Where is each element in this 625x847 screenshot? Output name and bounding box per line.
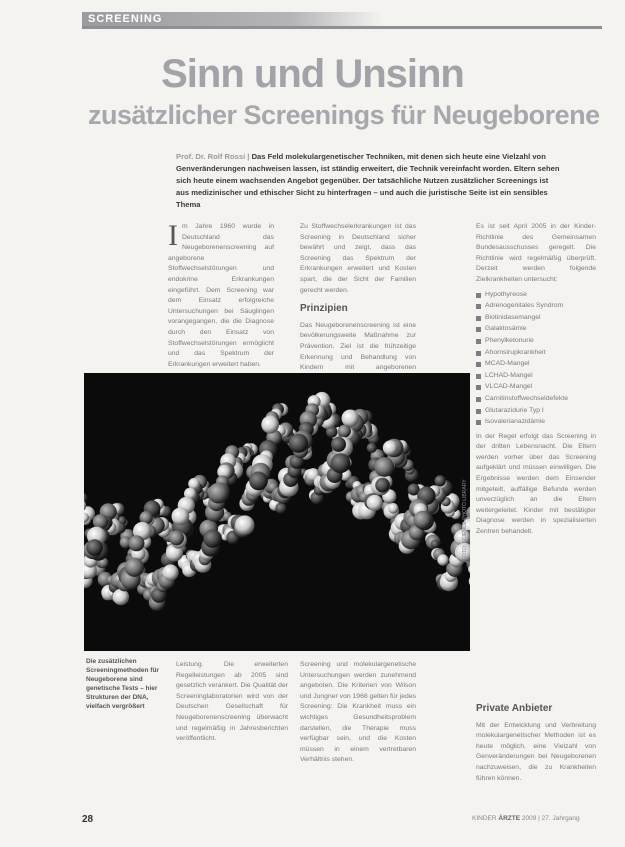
col3-heading: Private Anbieter <box>476 703 553 714</box>
col2-paragraph-2: Das Neugeborenenscreening ist eine bevölkerungsweite Maßnahme zur Prävention. Ziel ist die frühzeitige Erkennung und Behandlung von Kindern mit angeborenen <box>300 321 416 372</box>
dna-atom-sphere <box>469 575 470 588</box>
photo-caption: Die zusätzlichen Screeningmethoden für Neugeborene sind genetische Tests – hier Strukturen der DNA, vielfach vergrößert <box>86 658 159 710</box>
lead-text: Das Feld molekulargenetischer Techniken, mit denen sich heute eine Vielzahl von Genveränderungen nachweisen lassen, ist ständig erweitert, die Technik vereinfacht worden. Eltern sehen sich heute einem wachsenden Angebot gegenüber. Der tatsächliche Nutzen zusätzlicher Screenings ist aus medizinischer und ethischer Sicht zu hinterfragen – und auch die juristische Seite ist ein sensibles Thema <box>176 152 560 209</box>
article-lead <box>176 151 562 211</box>
dna-atom-sphere <box>383 440 398 455</box>
column-1-bottom <box>176 660 288 749</box>
list-item: Glutarazidurie Typ I <box>476 406 596 417</box>
footer-magazine-info <box>472 815 580 822</box>
dna-atom-sphere <box>289 434 308 453</box>
dropcap: I <box>168 219 178 252</box>
dna-atom-sphere <box>129 535 145 551</box>
lead-author: Prof. Dr. Rolf Rossi | <box>176 152 250 161</box>
dna-atom-sphere <box>342 410 360 428</box>
article-subtitle: zusätzlicher Screenings für Neugeborene <box>88 100 600 130</box>
dna-atom-sphere <box>431 540 440 549</box>
dna-atom-sphere <box>338 425 351 438</box>
list-item: Biotinidasemangel <box>476 313 596 324</box>
section-label: SCREENING <box>82 12 382 26</box>
col1-bottom-paragraph: Leistung. Die erweiterten Regelleistungen ab 2005 sind gesetzlich verankert. Die Qualität der Screeninglaboratorien wird von der Deutschen Gesellschaft für Neugeborenenscreening überwacht und regelmäßig in Jahresberichten veröffentlicht. <box>176 661 288 743</box>
col3-paragraph-1: Es ist seit April 2005 in der Kinder-Richtlinie des Gemeinsamen Bundesausschusses geregelt. Die Richtlinie wird regelmäßig überprüft. Derzeit werden folgende Zielkrankheiten untersucht: <box>476 223 596 283</box>
dna-molecule-image <box>84 373 470 651</box>
article-title: Sinn und Unsinn <box>161 52 464 96</box>
dna-atom-sphere <box>172 507 190 525</box>
page-number: 28 <box>82 814 94 825</box>
col2-bottom-paragraph: Screening und molekulargenetische Untersuchungen werden zunehmend angeboten. Die Kriterien von Wilson und Jungner von 1968 gelten für jedes Screening: Die Krankheit muss ein wichtiges Gesundheitsproblem darstellen, die Therapie muss verfügbar sein, und die Kosten müssen in einem vertretbaren Verhältnis stehen. <box>300 661 417 764</box>
list-item: LCHAD-Mangel <box>476 371 596 382</box>
dna-atom-sphere <box>249 472 268 491</box>
dna-atom-sphere <box>208 483 229 504</box>
dna-atom-sphere <box>367 443 377 453</box>
dna-atom-sphere <box>275 503 286 514</box>
dna-atom-sphere <box>113 589 129 605</box>
dna-atom-sphere <box>331 437 346 452</box>
dna-atom-sphere <box>169 531 184 546</box>
list-item: Galaktosämie <box>476 324 596 335</box>
dna-atom-sphere <box>413 511 431 529</box>
target-disease-list <box>476 290 596 428</box>
dna-atom-sphere <box>435 475 446 486</box>
list-item: Adrenogenitales Syndrom <box>476 301 596 312</box>
issue-info: 2009 | 27. Jahrgang <box>521 815 580 822</box>
col1-text: m Jahre 1960 wurde in Deutschland das Neugeborenenscreening auf angeborene Stoffwechselstörungen und endokrine Erkrankungen eingeführt. Dem Screening war dem Einsatz erfolgreiche Untersuchungen bei Säuglingen vorangegangen, die die Diagnose durch den Einsatz von Stoffwechselstörungen ermöglicht und das Spektrum der Erkrankungen erweitert haben. <box>168 223 274 368</box>
dna-atom-sphere <box>367 495 383 511</box>
list-item: Phenylketonurie <box>476 336 596 347</box>
dna-atom-sphere <box>388 503 399 514</box>
column-3 <box>476 222 596 542</box>
list-item: Ahornsirupkrankheit <box>476 348 596 359</box>
col1-paragraph-1 <box>168 219 274 370</box>
dna-atom-sphere <box>375 457 395 477</box>
dna-atom-sphere <box>375 478 390 493</box>
dna-atom-sphere <box>125 558 144 577</box>
dna-atom-sphere <box>235 515 254 534</box>
col2-heading: Prinzipien <box>300 303 348 315</box>
list-item: Carnitinstoffwechseldefekte <box>476 394 596 405</box>
magazine-name: KINDER <box>472 815 497 822</box>
col3-bottom-paragraph: Mit der Entwicklung und Verbreitung molekulargenetischer Methoden ist es heute möglich, eine Vielzahl von Genveränderungen bei Neugeborenen nachzuweisen, die zu Krankheiten führen können. <box>476 721 596 782</box>
dna-atom-sphere <box>203 529 221 547</box>
dna-photo <box>84 373 470 651</box>
list-item: Isovalerianazidämie <box>476 417 596 428</box>
col2-paragraph-1: Zu Stoffwechselerkrankungen ist das Screening in Deutschland sicher bewährt und zeigt, dass das Screening das Spektrum der Erkrankungen erweitert und Kosten spart, die der Sicht der Familien gerecht werden. <box>300 223 416 294</box>
magazine-name-highlight: ÄRZTE <box>498 815 521 822</box>
photo-credit: FOTO: SCIENCE PHOTO LIBRARY <box>462 479 468 560</box>
dna-atom-sphere <box>86 539 103 556</box>
column-2-bottom <box>300 660 416 770</box>
dna-atom-sphere <box>331 453 351 473</box>
dna-atom-sphere <box>437 554 448 565</box>
list-item: MCAD-Mangel <box>476 359 596 370</box>
column-3-bottom <box>476 696 596 788</box>
dna-atom-sphere <box>261 416 279 434</box>
list-item: VLCAD-Mangel <box>476 382 596 393</box>
col3-paragraph-2: In der Regel erfolgt das Screening in der dritten Lebensnacht. Die Eltern werden vorher über das Screening aufgeklärt und müssen einwilligen. Die Ergebnisse werden dem Einsender mitgeteilt, auffällige Befunde werden unverzüglich an die Eltern weitergeleitet. Kinder mit bestätigter Diagnose werden in spezialisierten Zentren behandelt. <box>476 432 596 536</box>
dna-atom-sphere <box>163 564 179 580</box>
list-item: Hypothyreose <box>476 290 596 301</box>
